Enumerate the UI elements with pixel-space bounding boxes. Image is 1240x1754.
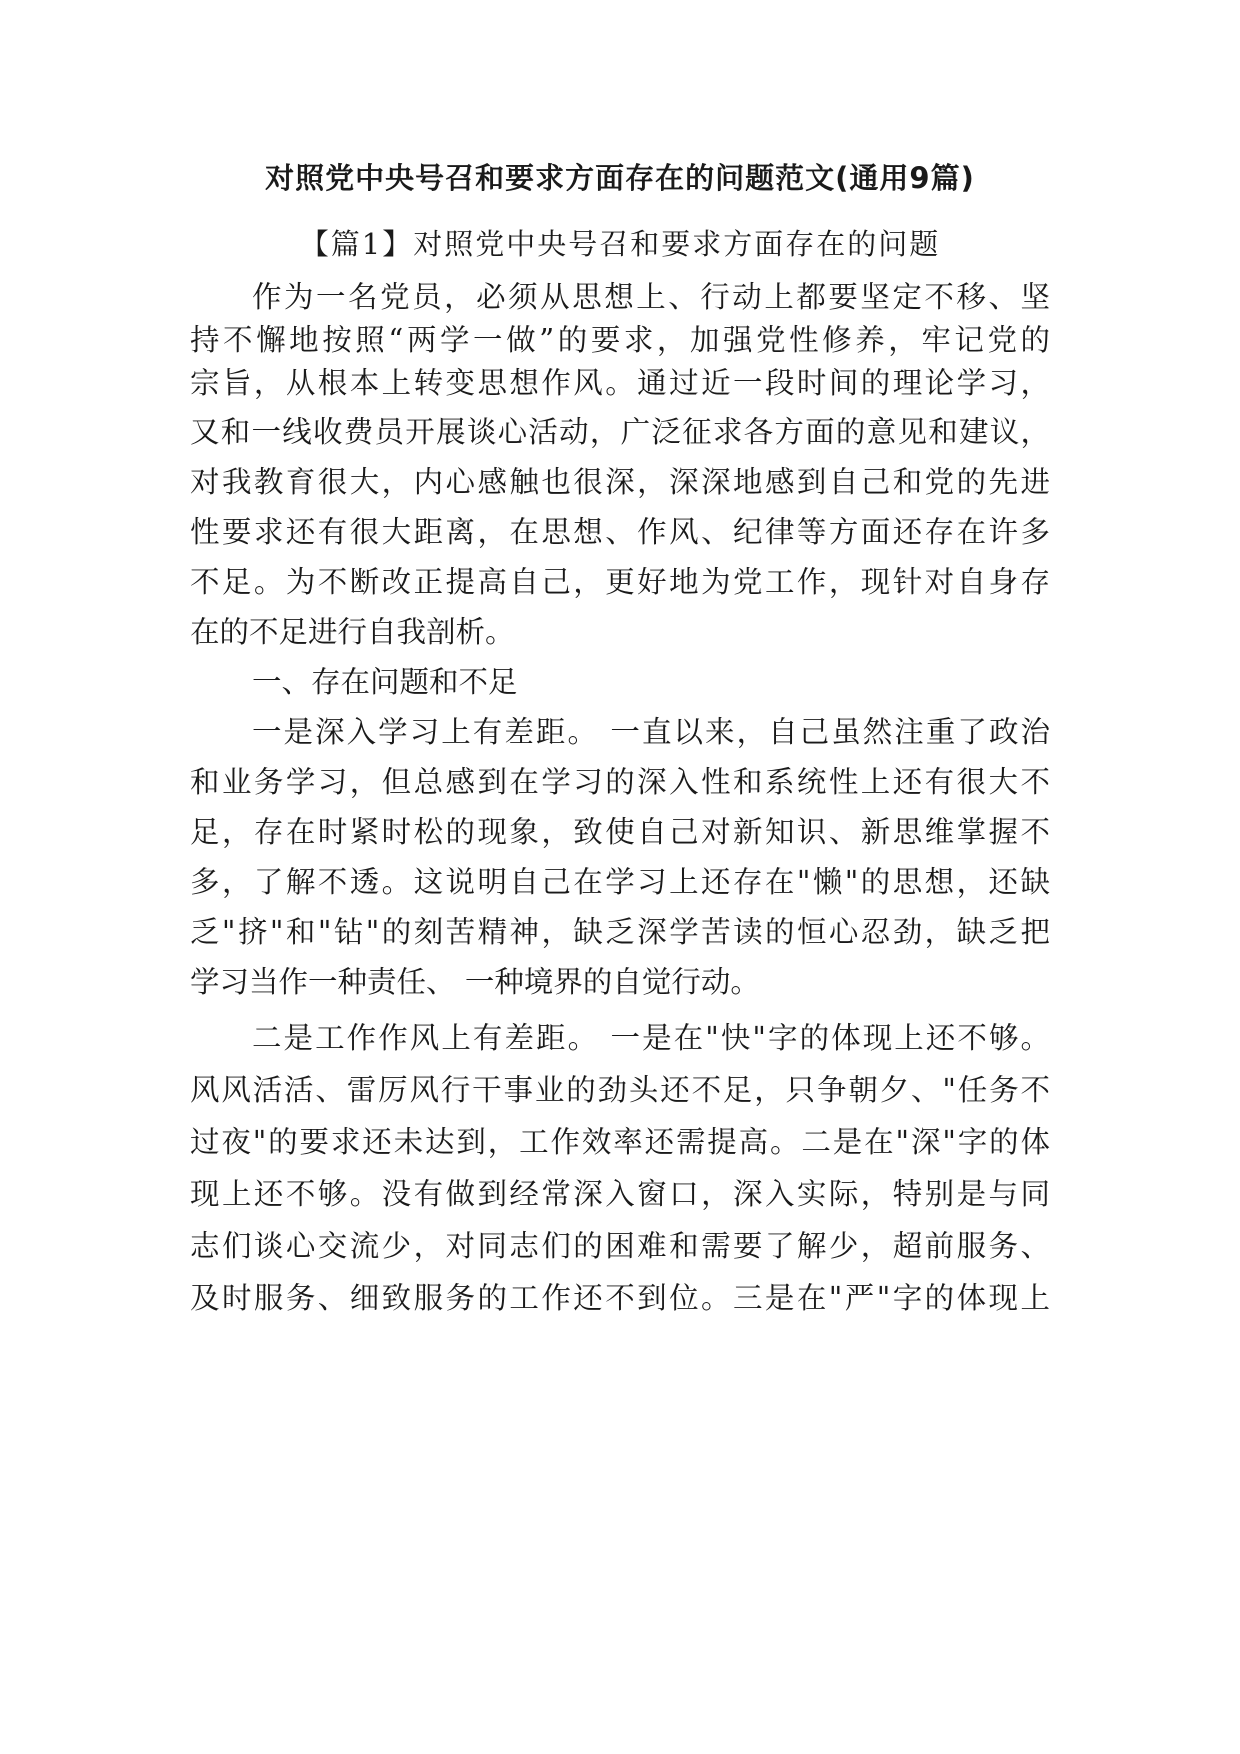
document-title: 对照党中央号召和要求方面存在的问题范文(通用9篇): [265, 161, 975, 195]
section-subtitle: 【篇1】对照党中央号召和要求方面存在的问题: [299, 227, 941, 261]
paragraph-line: 足，存在时紧时松的现象，致使自己对新知识、新思维掌握不: [190, 815, 1050, 849]
paragraph-line: 和业务学习，但总感到在学习的深入性和系统性上还有很大不: [190, 765, 1050, 799]
section-heading: 一、存在问题和不足: [252, 665, 518, 699]
paragraph-line: 持不懈地按照“两学一做”的要求，加强党性修养，牢记党的: [190, 323, 1050, 357]
paragraph-line: 志们谈心交流少，对同志们的困难和需要了解少，超前服务、: [190, 1229, 1050, 1263]
paragraph-line: 乏"挤"和"钻"的刻苦精神，缺乏深学苦读的恒心忍劲，缺乏把: [190, 915, 1050, 949]
paragraph-line: 又和一线收费员开展谈心活动，广泛征求各方面的意见和建议，: [190, 415, 1050, 449]
paragraph-line: 二是工作作风上有差距。 一是在"快"字的体现上还不够。: [252, 1021, 1050, 1055]
paragraph-line: 不足。为不断改正提高自己，更好地为党工作，现针对自身存: [190, 565, 1050, 599]
paragraph-line: 宗旨，从根本上转变思想作风。通过近一段时间的理论学习，: [190, 366, 1050, 400]
paragraph-line: 一是深入学习上有差距。 一直以来，自己虽然注重了政治: [252, 715, 1050, 749]
paragraph-line: 过夜"的要求还未达到，工作效率还需提高。二是在"深"字的体: [190, 1125, 1050, 1159]
paragraph-line: 在的不足进行自我剖析。: [190, 615, 515, 649]
paragraph-line: 现上还不够。没有做到经常深入窗口，深入实际，特别是与同: [190, 1177, 1050, 1211]
paragraph-line: 作为一名党员，必须从思想上、行动上都要坚定不移、坚: [252, 280, 1050, 314]
paragraph-line: 多，了解不透。这说明自己在学习上还存在"懒"的思想，还缺: [190, 865, 1050, 899]
paragraph-line: 对我教育很大，内心感触也很深，深深地感到自己和党的先进: [190, 465, 1050, 499]
paragraph-line: 风风活活、雷厉风行干事业的劲头还不足，只争朝夕、"任务不: [190, 1073, 1050, 1107]
paragraph-line: 性要求还有很大距离，在思想、作风、纪律等方面还存在许多: [190, 515, 1050, 549]
paragraph-line: 及时服务、细致服务的工作还不到位。三是在"严"字的体现上: [190, 1281, 1050, 1315]
paragraph-line: 学习当作一种责任、 一种境界的自觉行动。: [190, 965, 760, 999]
